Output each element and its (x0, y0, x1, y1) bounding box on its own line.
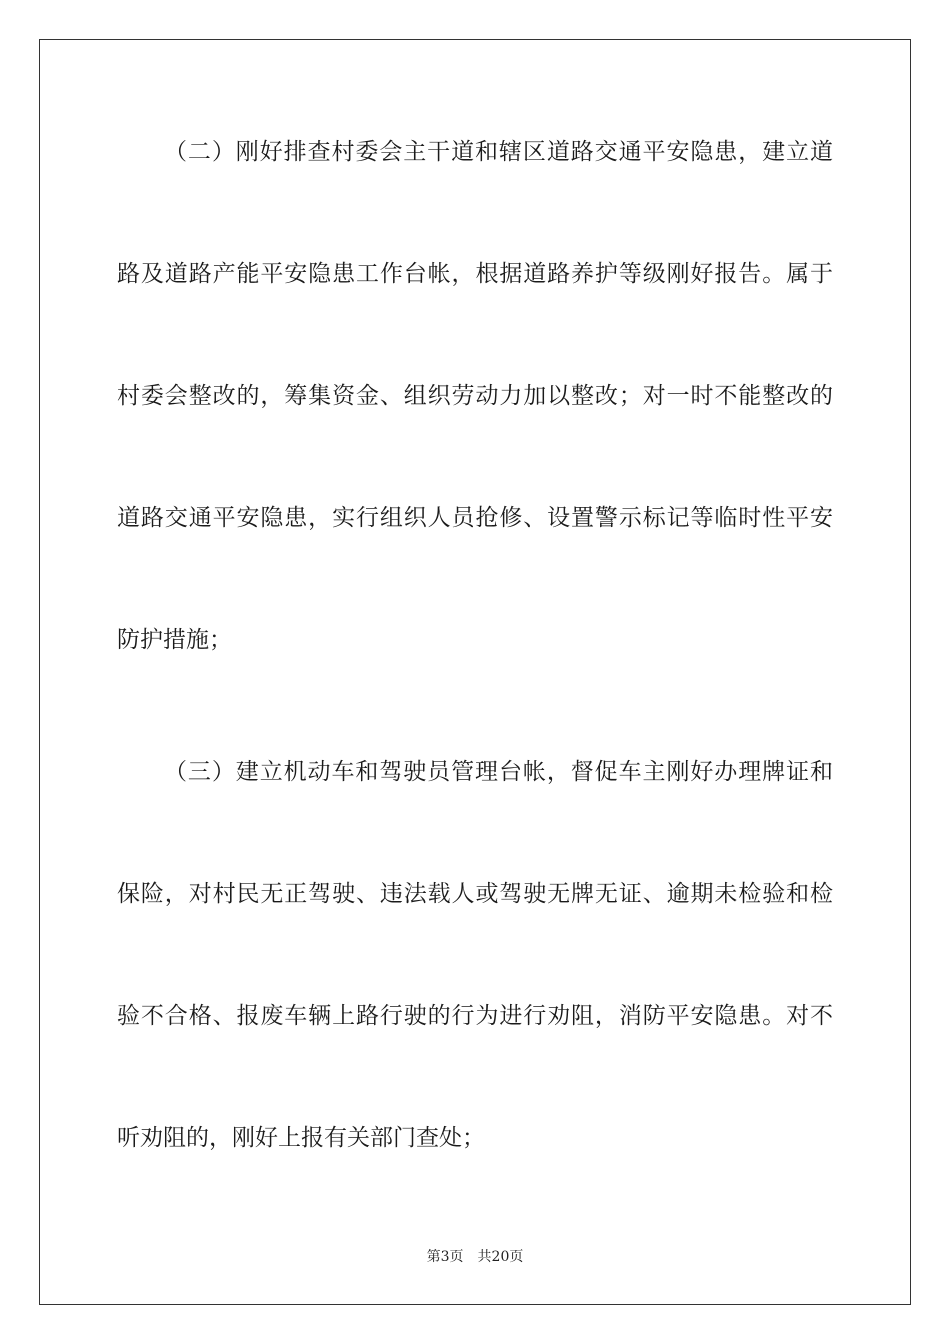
paragraph-3-line-2: 保险，对村民无正驾驶、违法载人或驾驶无牌无证、逾期未检验和检 (117, 881, 833, 907)
page-footer (0, 1248, 950, 1266)
paragraph-2-line-3: 村委会整改的，筹集资金、组织劳动力加以整改；对一时不能整改的 (117, 383, 833, 409)
page-border (39, 39, 911, 1305)
paragraph-3-line-3: 验不合格、报废车辆上路行驶的行为进行劝阻，消防平安隐患。对不 (117, 1003, 833, 1029)
paragraph-2-line-1: （二）刚好排查村委会主干道和辖区道路交通平安隐患，建立道 (164, 139, 833, 165)
paragraph-2-line-2: 路及道路产能平安隐患工作台帐，根据道路养护等级刚好报告。属于 (117, 261, 833, 287)
page-number: 第3页 (426, 1249, 464, 1265)
paragraph-3-line-4: 听劝阻的，刚好上报有关部门查处； (117, 1125, 485, 1151)
paragraph-2-line-5: 防护措施； (117, 627, 232, 653)
page-total: 共20页 (477, 1249, 524, 1265)
paragraph-3-line-1: （三）建立机动车和驾驶员管理台帐，督促车主刚好办理牌证和 (164, 759, 833, 785)
paragraph-2-line-4: 道路交通平安隐患，实行组织人员抢修、设置警示标记等临时性平安 (117, 505, 833, 531)
